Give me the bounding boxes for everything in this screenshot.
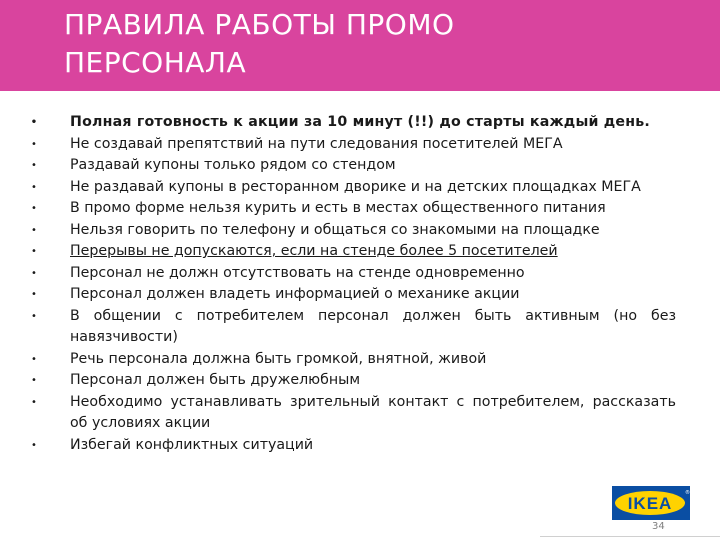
rule-text: Необходимо устанавливать зрительный контакт с потребителем, рассказать об условиях акции: [70, 393, 676, 431]
footer-divider: [540, 536, 720, 537]
bullet-icon: •: [31, 224, 37, 236]
rule-item: [28, 306, 676, 349]
rules-list: [28, 112, 676, 456]
ikea-logo: [612, 486, 690, 520]
bullet-icon: •: [31, 138, 37, 150]
rule-text: Полная готовность к акции за 10 минут (!!) до старты каждый день.: [70, 114, 651, 130]
rule-item: [28, 370, 676, 392]
rule-item: [28, 263, 676, 285]
rule-text: Избегай конфликтных ситуаций: [70, 436, 314, 453]
rule-item: [28, 349, 676, 371]
rule-item: [28, 220, 676, 242]
rule-item: [28, 134, 676, 156]
rule-text: Перерывы не допускаются, если на стенде более 5 посетителей: [70, 243, 558, 259]
bullet-icon: •: [31, 181, 37, 193]
bullet-icon: •: [31, 439, 37, 451]
rule-item: [28, 435, 676, 457]
rule-item: [28, 177, 676, 199]
bullet-icon: •: [31, 310, 37, 322]
bullet-icon: •: [31, 375, 37, 386]
rule-item: [28, 284, 676, 306]
slide-title: [64, 6, 704, 82]
rule-item: [28, 198, 676, 220]
slide-title-line-2: ПЕРСОНАЛА: [64, 46, 247, 79]
rule-text: Раздавай купоны только рядом со стендом: [70, 157, 396, 173]
rule-item: [28, 241, 676, 263]
bullet-icon: •: [31, 353, 37, 365]
rule-text: Персонал должен быть дружелюбным: [70, 372, 361, 388]
bullet-icon: •: [31, 267, 37, 279]
page-number: 34: [652, 521, 665, 532]
bullet-icon: •: [31, 396, 37, 408]
rule-text: Речь персонала должна быть громкой, внятной, живой: [70, 350, 487, 367]
rule-item: [28, 392, 676, 435]
rule-text: Не раздавай купоны в ресторанном дворике и на детских площадках МЕГА: [70, 178, 641, 195]
rule-item: [28, 112, 676, 134]
rule-text: Не создавай препятствий на пути следования посетителей МЕГА: [70, 135, 563, 152]
bullet-icon: •: [31, 246, 37, 257]
rule-text: В общении с потребителем персонал должен быть активным (но без навязчивости): [70, 307, 676, 345]
bullet-icon: •: [31, 289, 37, 300]
rule-item: [28, 155, 676, 177]
bullet-icon: •: [31, 160, 37, 171]
registered-mark: ®: [685, 490, 690, 496]
logo-text: IKEA: [627, 494, 673, 513]
rule-text: Персонал должен владеть информацией о механике акции: [70, 286, 520, 302]
rule-text: Нельзя говорить по телефону и общаться со знакомыми на площадке: [70, 221, 600, 238]
rule-text: В промо форме нельзя курить и есть в местах общественного питания: [70, 200, 606, 216]
rule-text: Персонал не должн отсутствовать на стенде одновременно: [70, 264, 525, 281]
slide-title-line-1: ПРАВИЛА РАБОТЫ ПРОМО: [64, 8, 455, 41]
bullet-icon: •: [30, 117, 38, 128]
bullet-icon: •: [31, 203, 37, 214]
